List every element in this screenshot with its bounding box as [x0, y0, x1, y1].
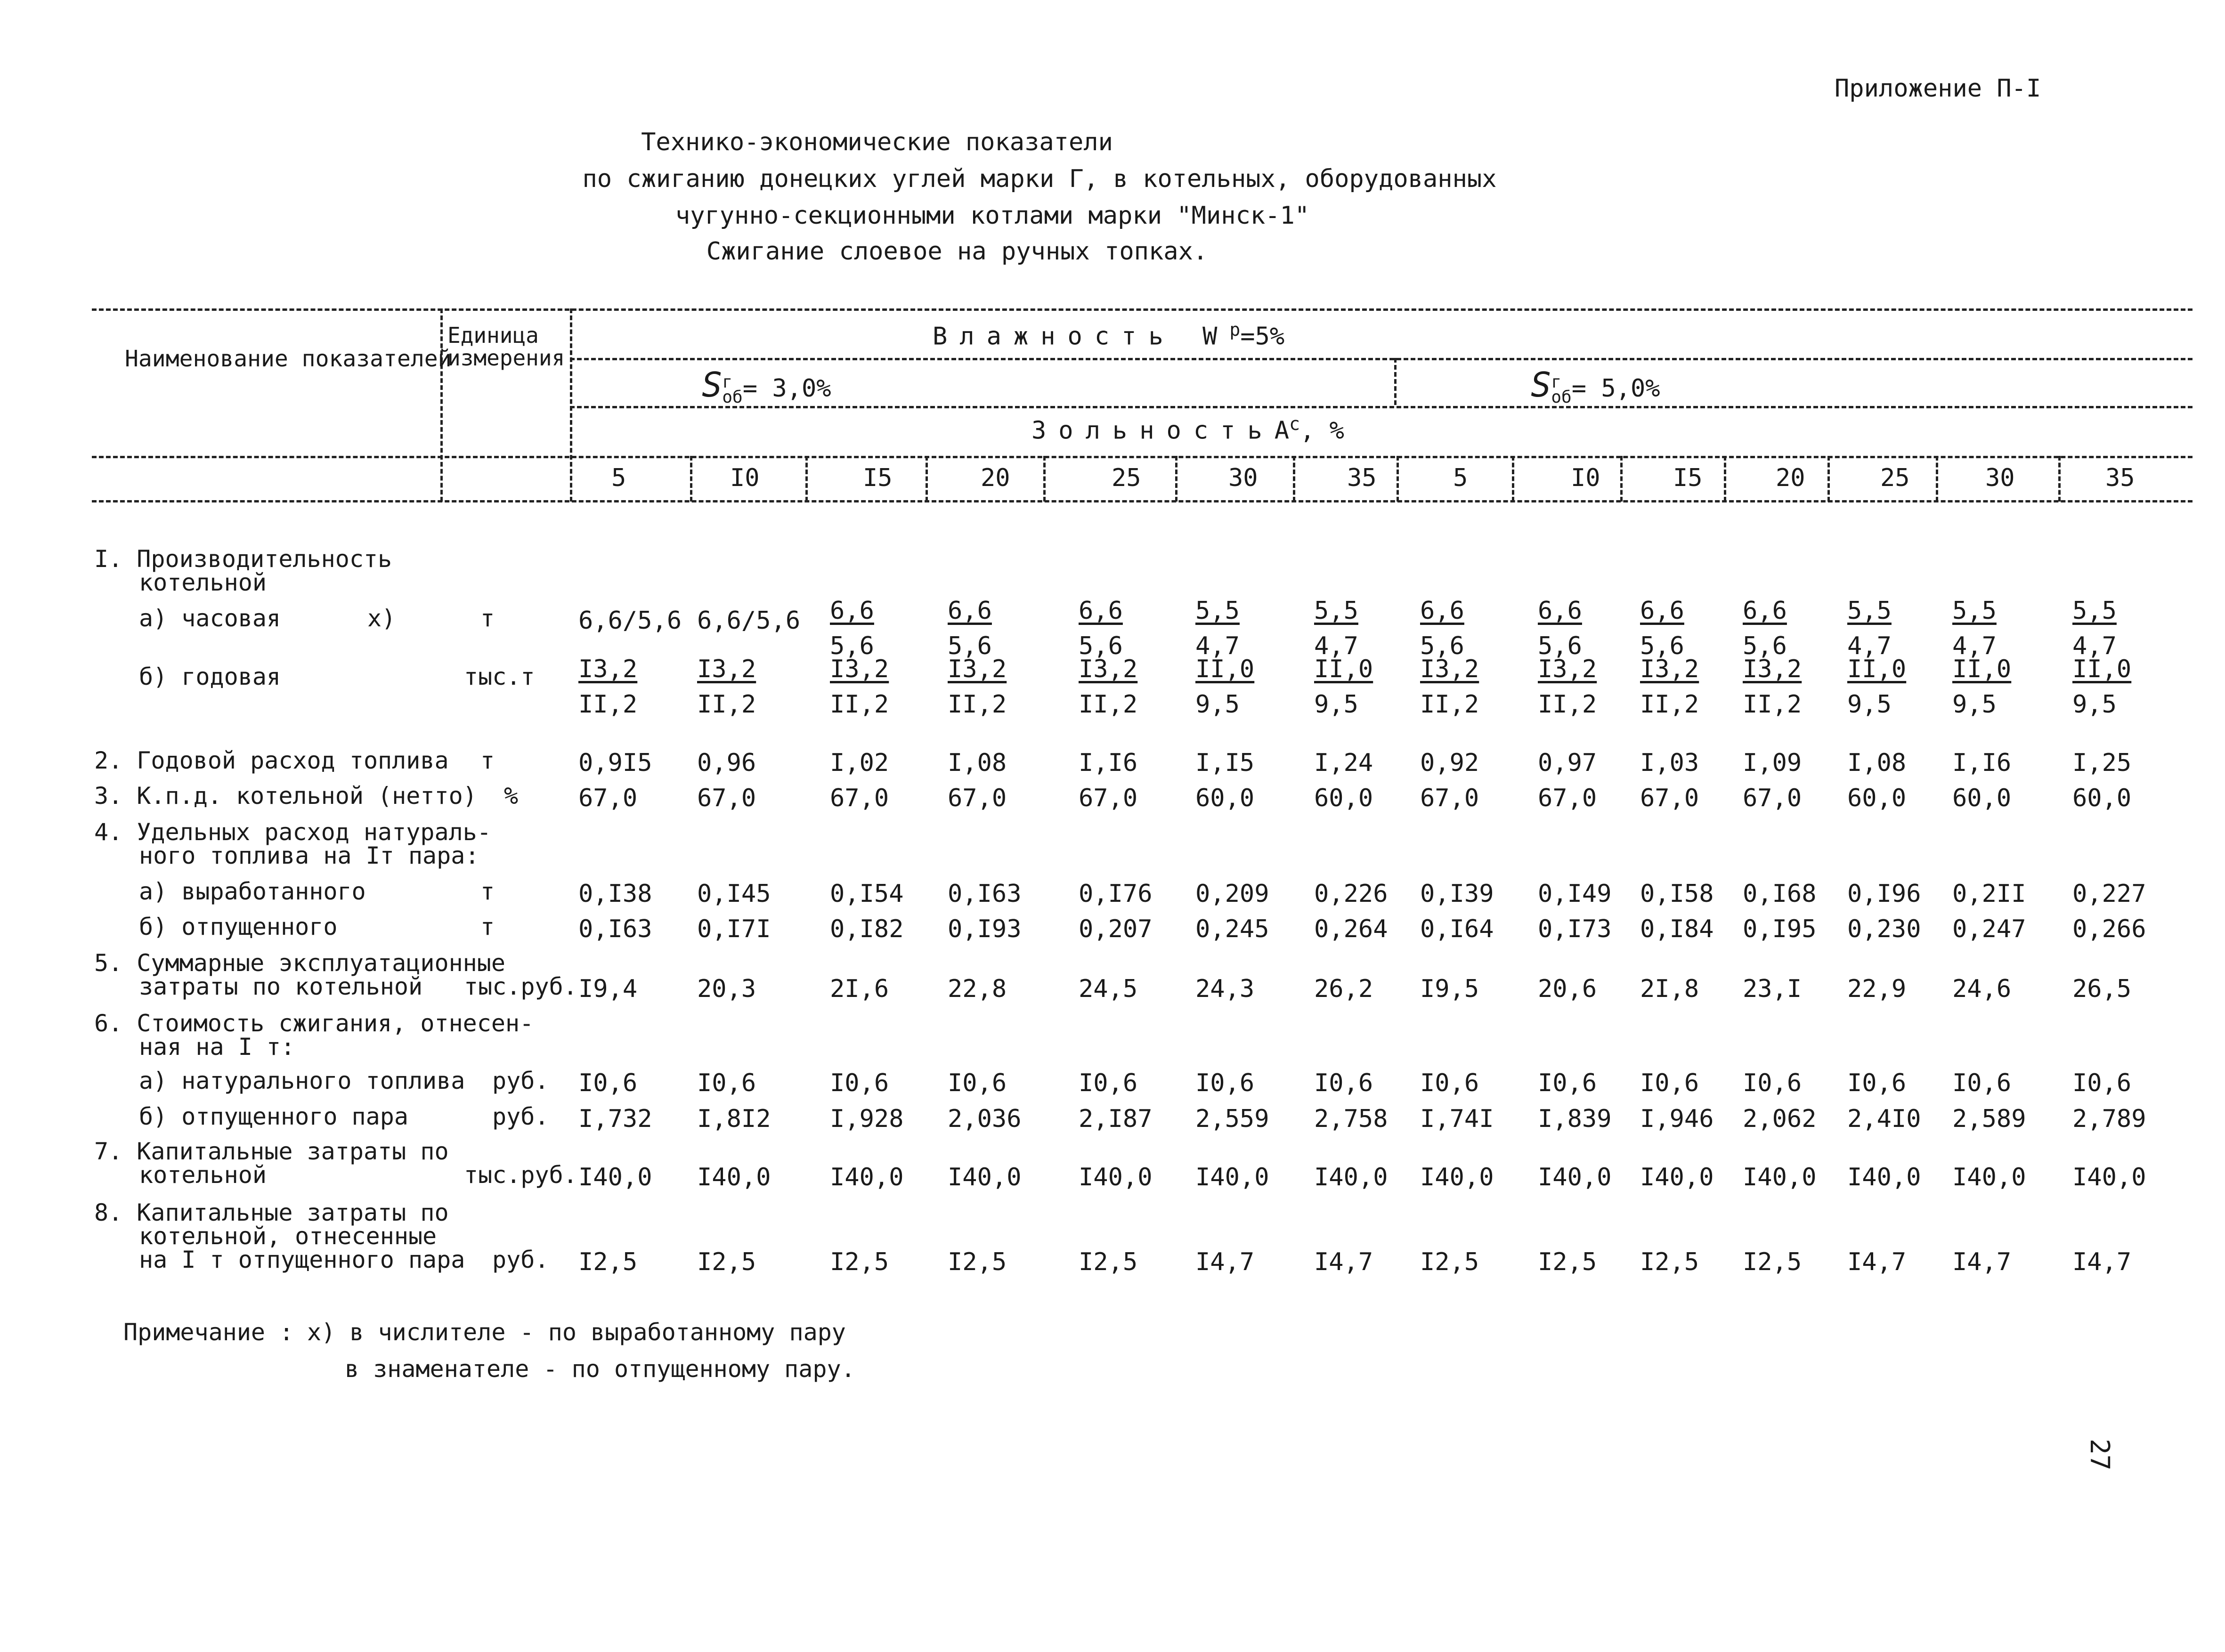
fraction-numerator: 6,6 [1538, 597, 1582, 625]
table-cell: 2,I87 [1079, 1105, 1153, 1133]
table-cell: I40,0 [1195, 1163, 1269, 1191]
table-cell-fraction [2072, 652, 2131, 723]
table-cell: I40,0 [2072, 1163, 2146, 1191]
table-cell-fraction [830, 652, 889, 723]
table-cell-fraction [1640, 652, 1699, 723]
ash-column-header: I5 [1673, 464, 1703, 492]
ash-header: ЗольностьA$^с$, % [1031, 413, 1344, 445]
table-cell: 0,I49 [1538, 880, 1612, 908]
row-unit: тыс.т [464, 663, 535, 690]
table-cell-fraction [578, 652, 637, 723]
fraction-numerator: 5,5 [1195, 597, 1240, 625]
fraction-numerator: II,0 [2072, 655, 2132, 683]
ash-column-header: 30 [1228, 464, 1258, 492]
ash-column-header: 35 [2105, 464, 2135, 492]
table-cell: 0,2II [1952, 880, 2026, 908]
fraction-denominator: 5,6 [1420, 632, 1464, 661]
table-cell-fraction [697, 652, 756, 723]
table-cell: 0,I73 [1538, 915, 1612, 943]
table-cell: I0,6 [948, 1069, 1007, 1097]
row-label: 5. Суммарные эксплуатационные [94, 949, 505, 977]
table-cell: 0,266 [2072, 915, 2146, 943]
fraction-numerator: 6,6 [1743, 597, 1787, 625]
table-cell: I0,6 [1420, 1069, 1479, 1097]
column-separator [1512, 456, 1514, 502]
table-cell: 2,4I0 [1847, 1105, 1921, 1133]
ash-column-header: 5 [1453, 464, 1468, 492]
ash-column-header: 20 [981, 464, 1010, 492]
table-cell: 0,I76 [1079, 880, 1153, 908]
table-cell: 23,I [1743, 975, 1802, 1003]
table-cell: 26,5 [2072, 975, 2132, 1003]
row-label: а) часовая [139, 605, 281, 632]
fraction-denominator: 5,6 [1640, 632, 1684, 661]
column-separator [926, 456, 928, 502]
column-separator [1936, 456, 1938, 502]
header-rule-top [92, 308, 2193, 311]
table-cell: I40,0 [948, 1163, 1022, 1191]
table-cell: I0,6 [578, 1069, 638, 1097]
table-cell: I,24 [1314, 749, 1373, 777]
column-separator [1397, 456, 1399, 502]
row-label: котельной [139, 1161, 267, 1189]
fraction-denominator: 5,6 [948, 632, 992, 661]
table-cell: 0,9I5 [578, 749, 652, 777]
table-cell: I,839 [1538, 1105, 1612, 1133]
row-unit: руб. [492, 1103, 549, 1130]
fraction-numerator: II,0 [1847, 655, 1907, 683]
fraction-numerator: 5,5 [1314, 597, 1358, 625]
table-cell: I40,0 [1420, 1163, 1494, 1191]
table-cell: 2,758 [1314, 1105, 1388, 1133]
table-cell: I2,5 [1640, 1248, 1699, 1276]
row-label: котельной [139, 569, 267, 596]
table-cell: 0,I84 [1640, 915, 1714, 943]
table-cell: 24,6 [1952, 975, 2012, 1003]
fraction-denominator: II,2 [1079, 690, 1138, 719]
table-cell: 67,0 [1420, 784, 1479, 812]
row-label: а) натурального топлива [139, 1067, 465, 1094]
title-line-2: по сжиганию донецких углей марки Г, в котельных, оборудованных [582, 165, 1497, 193]
row-unit: руб. [492, 1067, 549, 1094]
table-cell: 0,I64 [1420, 915, 1494, 943]
header-sep-unit [570, 308, 572, 502]
fraction-denominator: II,2 [697, 690, 756, 719]
fraction-numerator: 6,6 [1420, 597, 1464, 625]
fraction-numerator: 6,6 [830, 597, 874, 625]
title-line-1: Технико-экономические показатели [641, 128, 1113, 156]
table-cell: 22,9 [1847, 975, 1907, 1003]
fraction-numerator: 6,6 [1079, 597, 1123, 625]
table-cell: 0,230 [1847, 915, 1921, 943]
table-cell-fraction [1314, 652, 1373, 723]
table-cell: 2,036 [948, 1105, 1022, 1133]
table-cell: 2,559 [1195, 1105, 1269, 1133]
table-cell: 0,I58 [1640, 880, 1714, 908]
footnote-marker: х) [367, 605, 396, 632]
ash-column-header: I0 [730, 464, 760, 492]
table-cell: 60,0 [1195, 784, 1255, 812]
table-cell-fraction [1743, 652, 1802, 723]
table-cell: 0,I45 [697, 880, 771, 908]
table-cell-fraction [948, 652, 1007, 723]
table-cell: 0,264 [1314, 915, 1388, 943]
table-cell: 20,3 [697, 975, 756, 1003]
table-cell: I,25 [2072, 749, 2132, 777]
fraction-numerator: 5,5 [2072, 597, 2117, 625]
table-cell: I0,6 [1314, 1069, 1373, 1097]
column-separator [805, 456, 808, 502]
row-label: 2. Годовой расход топлива [94, 747, 449, 774]
table-cell: I9,5 [1420, 975, 1479, 1003]
fraction-denominator: 5,6 [1743, 632, 1787, 661]
table-cell: I40,0 [830, 1163, 904, 1191]
fraction-denominator: 5,6 [1079, 632, 1123, 661]
row-label: котельной, отнесенные [139, 1223, 437, 1250]
row-label: I. Производительность [94, 545, 392, 573]
table-cell: I2,5 [1743, 1248, 1802, 1276]
table-cell: I4,7 [2072, 1248, 2132, 1276]
table-cell: 0,247 [1952, 915, 2026, 943]
row-label: а) выработанного [139, 878, 366, 905]
table-cell: I40,0 [1952, 1163, 2026, 1191]
table-cell: I40,0 [1079, 1163, 1153, 1191]
table-cell: I,08 [948, 749, 1007, 777]
ash-column-header: 25 [1112, 464, 1141, 492]
table-cell: I4,7 [1847, 1248, 1907, 1276]
table-cell: 24,3 [1195, 975, 1255, 1003]
table-cell: 0,92 [1420, 749, 1479, 777]
table-cell: I,732 [578, 1105, 652, 1133]
table-cell: I,946 [1640, 1105, 1714, 1133]
table-cell: 0,207 [1079, 915, 1153, 943]
fraction-numerator: 5,5 [1952, 597, 1997, 625]
table-cell: 67,0 [1079, 784, 1138, 812]
table-cell: 0,I93 [948, 915, 1022, 943]
table-cell: I0,6 [830, 1069, 889, 1097]
fraction-numerator: 6,6 [948, 597, 992, 625]
fraction-denominator: 4,7 [1952, 632, 1997, 661]
ash-column-header: 20 [1776, 464, 1805, 492]
table-cell: I0,6 [2072, 1069, 2132, 1097]
table-cell: 0,I7I [697, 915, 771, 943]
ash-column-header: 25 [1880, 464, 1910, 492]
fraction-numerator: 5,5 [1847, 597, 1892, 625]
table-cell: I40,0 [1847, 1163, 1921, 1191]
table-cell: I,09 [1743, 749, 1802, 777]
table-cell: I,I6 [1079, 749, 1138, 777]
table-cell: 0,I54 [830, 880, 904, 908]
table-cell: I2,5 [830, 1248, 889, 1276]
table-cell: I4,7 [1195, 1248, 1255, 1276]
table-cell: 60,0 [1847, 784, 1907, 812]
table-cell: I4,7 [1314, 1248, 1373, 1276]
table-cell: 0,I39 [1420, 880, 1494, 908]
table-cell: I9,4 [578, 975, 638, 1003]
table-cell: 0,I38 [578, 880, 652, 908]
note-line-2: в знаменателе - по отпущенному пару. [345, 1355, 855, 1383]
table-cell: 2,789 [2072, 1105, 2146, 1133]
table-cell: I2,5 [1538, 1248, 1597, 1276]
table-cell: I40,0 [1538, 1163, 1612, 1191]
row-label: б) отпущенного пара [139, 1103, 408, 1130]
row-label: ного топлива на Iт пара: [139, 842, 479, 869]
table-cell: 67,0 [1640, 784, 1699, 812]
table-cell: 0,I63 [578, 915, 652, 943]
table-cell: I40,0 [697, 1163, 771, 1191]
ash-column-header: 30 [1985, 464, 2015, 492]
appendix-label: Приложение П-I [1835, 74, 2041, 103]
fraction-denominator: 5,6 [830, 632, 874, 661]
table-cell: 0,I82 [830, 915, 904, 943]
table-cell: I4,7 [1952, 1248, 2012, 1276]
table-cell: 2I,6 [830, 975, 889, 1003]
table-cell-fraction [1420, 652, 1479, 723]
header-sep-name [440, 308, 443, 502]
table-cell: I0,6 [1743, 1069, 1802, 1097]
table-cell: 67,0 [578, 784, 638, 812]
table-cell: I2,5 [1079, 1248, 1138, 1276]
fraction-numerator: II,0 [1314, 655, 1373, 683]
row-label: б) отпущенного [139, 913, 338, 940]
row-unit: т [480, 747, 495, 774]
row-unit: % [504, 782, 519, 810]
title-line-4: Сжигание слоевое на ручных топках. [706, 237, 1208, 266]
fraction-denominator: II,2 [1420, 690, 1479, 719]
fraction-denominator: II,2 [1640, 690, 1699, 719]
row-label: 3. К.п.д. котельной (нетто) [94, 782, 477, 810]
table-cell: I,I5 [1195, 749, 1255, 777]
row-label: на I т отпущенного пара [139, 1246, 465, 1273]
header-rule-ash [570, 406, 2193, 408]
page-number: 27 [2084, 1439, 2115, 1471]
header-rule-moisture [570, 358, 2193, 360]
column-separator [2058, 456, 2061, 502]
row-label: ная на I т: [139, 1033, 295, 1061]
fraction-denominator: II,2 [948, 690, 1007, 719]
row-label: 4. Удельных расход натураль- [94, 818, 491, 846]
fraction-numerator: II,0 [1195, 655, 1255, 683]
fraction-denominator: 9,5 [1314, 690, 1358, 719]
table-cell: 0,I63 [948, 880, 1022, 908]
table-cell-fraction [1847, 652, 1906, 723]
table-cell: 22,8 [948, 975, 1007, 1003]
table-cell: I,928 [830, 1105, 904, 1133]
table-cell: 0,226 [1314, 880, 1388, 908]
row-label: 8. Капитальные затраты по [94, 1199, 449, 1226]
table-cell: 67,0 [1743, 784, 1802, 812]
row-label: б) годовая [139, 663, 281, 690]
fraction-numerator: I3,2 [948, 655, 1007, 683]
ash-column-header: I0 [1571, 464, 1600, 492]
table-cell: I0,6 [1538, 1069, 1597, 1097]
table-cell: I40,0 [1743, 1163, 1817, 1191]
row-unit: тыс.руб. [464, 973, 577, 1000]
column-separator [1293, 456, 1295, 502]
header-rule-bottom [92, 500, 2193, 502]
table-cell: 67,0 [830, 784, 889, 812]
row-unit: т [480, 878, 495, 905]
fraction-numerator: I3,2 [830, 655, 889, 683]
table-cell: I,08 [1847, 749, 1907, 777]
fraction-denominator: 4,7 [1847, 632, 1892, 661]
table-cell: I0,6 [1195, 1069, 1255, 1097]
table-cell: I0,6 [697, 1069, 756, 1097]
table-cell: I0,6 [1640, 1069, 1699, 1097]
table-cell: I2,5 [1420, 1248, 1479, 1276]
row-label: 6. Стоимость сжигания, отнесен- [94, 1010, 534, 1037]
table-cell: I,8I2 [697, 1105, 771, 1133]
sulfur-header-2: S г об = 5,0% [1531, 365, 1660, 407]
fraction-denominator: 4,7 [2072, 632, 2117, 661]
fraction-numerator: I3,2 [1420, 655, 1479, 683]
table-cell: 26,2 [1314, 975, 1373, 1003]
table-cell: 67,0 [948, 784, 1007, 812]
table-cell-fraction [1952, 652, 2011, 723]
ash-column-header: 5 [611, 464, 626, 492]
table-cell: I0,6 [1952, 1069, 2012, 1097]
table-cell: I,02 [830, 749, 889, 777]
row-unit: т [480, 605, 495, 632]
table-cell: 60,0 [2072, 784, 2132, 812]
table-cell: I2,5 [697, 1248, 756, 1276]
fraction-denominator: II,2 [578, 690, 638, 719]
fraction-numerator: II,0 [1952, 655, 2012, 683]
table-cell: I0,6 [1847, 1069, 1907, 1097]
column-separator [1724, 456, 1726, 502]
fraction-denominator: II,2 [1743, 690, 1802, 719]
row-unit: т [480, 913, 495, 940]
table-cell: 6,6/5,6 [578, 607, 682, 635]
fraction-denominator: II,2 [1538, 690, 1597, 719]
table-cell: 2,589 [1952, 1105, 2026, 1133]
table-cell: I40,0 [1640, 1163, 1714, 1191]
table-cell: 2I,8 [1640, 975, 1699, 1003]
fraction-numerator: I3,2 [1640, 655, 1699, 683]
table-cell-fraction [1079, 652, 1137, 723]
table-cell: 20,6 [1538, 975, 1597, 1003]
table-cell-fraction [1538, 652, 1597, 723]
moisture-header: Влажность $W^р=5\%$ [933, 319, 1285, 351]
table-cell: 60,0 [1952, 784, 2012, 812]
table-cell: I2,5 [948, 1248, 1007, 1276]
fraction-denominator: 5,6 [1538, 632, 1582, 661]
table-cell: 2,062 [1743, 1105, 1817, 1133]
fraction-denominator: 4,7 [1314, 632, 1358, 661]
ash-column-header: I5 [863, 464, 893, 492]
fraction-numerator: I3,2 [1079, 655, 1138, 683]
table-cell: 0,245 [1195, 915, 1269, 943]
table-cell: I0,6 [1079, 1069, 1138, 1097]
table-cell: I,74I [1420, 1105, 1494, 1133]
table-cell: I,I6 [1952, 749, 2012, 777]
fraction-denominator: 9,5 [1195, 690, 1240, 719]
column-separator [1175, 456, 1177, 502]
table-cell: 67,0 [1538, 784, 1597, 812]
column-separator [1620, 456, 1623, 502]
table-cell: I2,5 [578, 1248, 638, 1276]
fraction-numerator: 6,6 [1640, 597, 1684, 625]
note-label: Примечание : [123, 1319, 294, 1346]
table-cell: 67,0 [697, 784, 756, 812]
column-separator [1043, 456, 1046, 502]
fraction-denominator: II,2 [830, 690, 889, 719]
table-cell: 0,I68 [1743, 880, 1817, 908]
table-cell: 0,209 [1195, 880, 1269, 908]
header-sep-sulfur [1394, 358, 1397, 405]
fraction-denominator: 4,7 [1195, 632, 1240, 661]
table-cell-fraction [1195, 652, 1254, 723]
header-rule-cols [92, 456, 2193, 458]
row-unit: руб. [492, 1246, 549, 1273]
table-cell: I40,0 [1314, 1163, 1388, 1191]
fraction-denominator: 9,5 [1952, 690, 1997, 719]
ash-column-header: 35 [1347, 464, 1377, 492]
fraction-numerator: I3,2 [578, 655, 638, 683]
note-line-1: х) в числителе - по выработанному пару [307, 1319, 846, 1346]
row-unit: тыс.руб. [464, 1161, 577, 1189]
fraction-denominator: 9,5 [1847, 690, 1892, 719]
column-separator [1827, 456, 1830, 502]
table-cell: 0,I95 [1743, 915, 1817, 943]
column-separator [690, 456, 692, 502]
fraction-numerator: I3,2 [697, 655, 756, 683]
row-label: 7. Капитальные затраты по [94, 1138, 449, 1165]
table-cell: I40,0 [578, 1163, 652, 1191]
fraction-numerator: I3,2 [1743, 655, 1802, 683]
table-cell: 0,96 [697, 749, 756, 777]
table-cell: 0,227 [2072, 880, 2146, 908]
table-cell: I,03 [1640, 749, 1699, 777]
table-cell: 24,5 [1079, 975, 1138, 1003]
fraction-numerator: I3,2 [1538, 655, 1597, 683]
row-label: затраты по котельной [139, 973, 423, 1000]
unit-col-header: Единица измерения [447, 323, 565, 371]
title-line-3: чугунно-секционными котлами марки "Минск-1" [675, 202, 1310, 230]
name-col-header: Наименование показателей [125, 346, 452, 372]
table-cell: 60,0 [1314, 784, 1373, 812]
table-cell: 0,97 [1538, 749, 1597, 777]
sulfur-header-1: S г об = 3,0% [702, 365, 831, 407]
fraction-denominator: 9,5 [2072, 690, 2117, 719]
table-cell: 0,I96 [1847, 880, 1921, 908]
table-cell: 6,6/5,6 [697, 607, 801, 635]
